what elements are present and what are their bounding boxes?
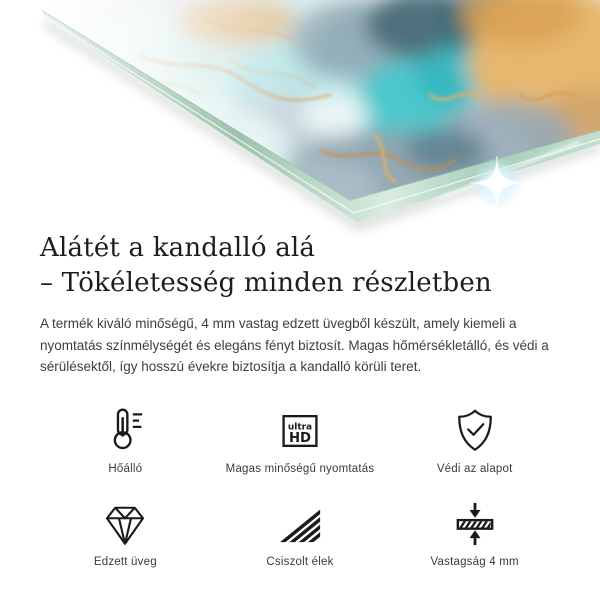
product-image (0, 0, 600, 245)
page-title-line1: Alátét a kandalló alá (40, 233, 316, 263)
polished-edges-icon (275, 491, 325, 549)
feature-label: Védi az alapot (436, 463, 513, 475)
features-grid (38, 398, 562, 568)
feature-heat-resistant (38, 398, 213, 475)
feature-print-quality (213, 398, 388, 475)
feature-protects-base (387, 398, 562, 475)
feature-polished-edges (213, 491, 388, 568)
ultra-hd-icon-text-bottom: HD (288, 430, 312, 446)
shield-check-icon (451, 398, 499, 456)
diamond-icon (100, 491, 150, 549)
feature-thickness (387, 491, 562, 568)
fluid-art-print (0, 0, 600, 245)
feature-label: Hőálló (108, 463, 143, 475)
thickness-icon (450, 491, 500, 549)
ultra-hd-icon (275, 398, 325, 456)
feature-label: Vastagság 4 mm (430, 556, 519, 568)
thermometer-icon (100, 398, 150, 456)
glass-panel-illustration (0, 0, 600, 245)
feature-label: Csiszolt élek (266, 556, 334, 568)
product-description: A termék kiváló minőségű, 4 mm vastag edzett üvegből készült, amely kiemeli a nyomtatás színmélységét és elegáns fényt biztosít. Magas hőmérsékletálló, és védi a sérülésektől, így hosszú évekre biztosítja a kandalló körüli teret. (40, 316, 549, 374)
page-title (40, 231, 492, 301)
ultra-hd-icon-text-top: ultra (287, 422, 313, 433)
page-title-line2: – Tökéletesség minden részletben (40, 268, 492, 298)
feature-label: Edzett üveg (93, 556, 157, 568)
feature-tempered-glass (38, 491, 213, 568)
feature-label: Magas minőségű nyomtatás (225, 463, 375, 475)
